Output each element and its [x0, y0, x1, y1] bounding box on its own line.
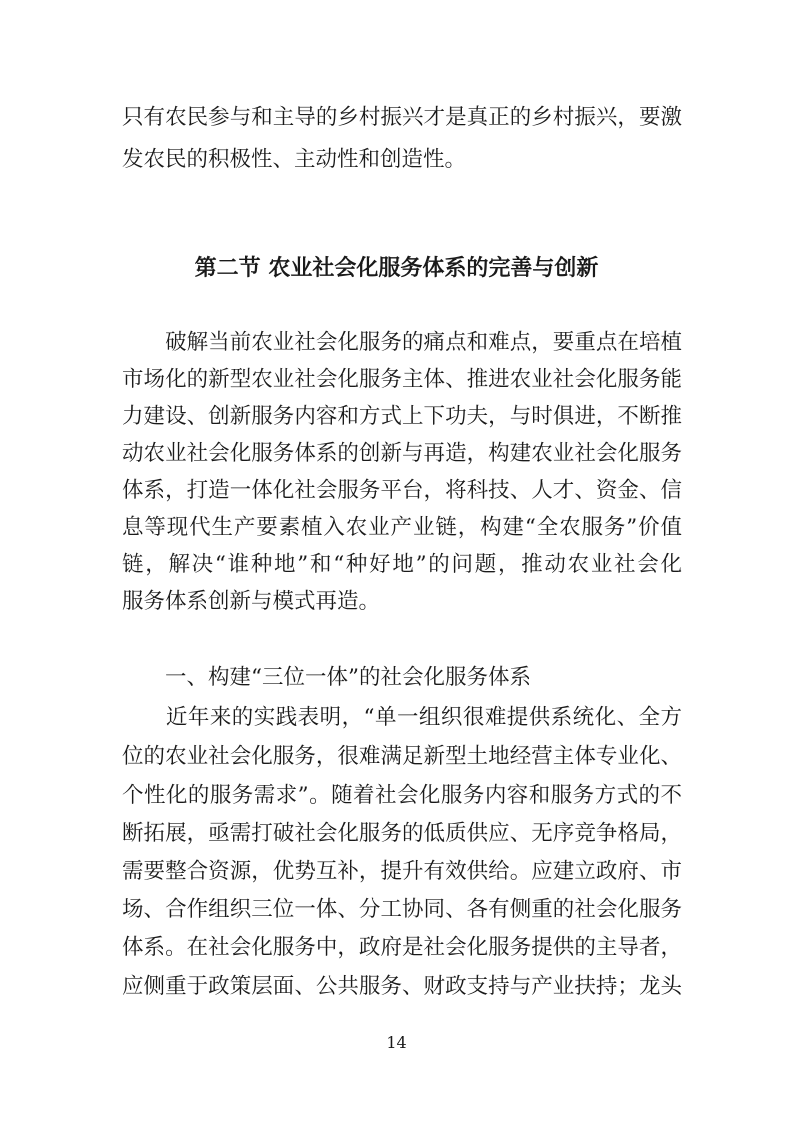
text-line: 破解当前农业社会化服务的痛点和难点，要重点在培植 [122, 330, 682, 355]
page-number: 14 [386, 1033, 407, 1052]
text-line: 发农民的积极性、主动性和创造性。 [122, 147, 467, 172]
text-line: 市场化的新型农业社会化服务主体、推进农业社会化服务能 [122, 367, 682, 392]
text-line: 动农业社会化服务体系的创新与再造，构建农业社会化服务 [122, 441, 682, 466]
text-line: 服务体系创新与模式再造。 [122, 589, 381, 614]
text-line: 体系。在社会化服务中，政府是社会化服务提供的主导者， [122, 935, 682, 960]
text-line: 断拓展，亟需打破社会化服务的低质供应、无序竞争格局， [122, 821, 682, 846]
text-line: 只有农民参与和主导的乡村振兴才是真正的乡村振兴，要激 [122, 105, 682, 130]
text-line: 体系，打造一体化社会服务平台，将科技、人才、资金、信 [122, 478, 682, 503]
text-line: 近年来的实践表明，“单一组织很难提供系统化、全方 [122, 705, 682, 730]
section-heading: 第二节 农业社会化服务体系的完善与创新 [194, 256, 599, 281]
text-line: 链，解决“谁种地”和“种好地”的问题，推动农业社会化 [122, 552, 682, 577]
text-line: 息等现代生产要素植入农业产业链，构建“全农服务”价值 [122, 515, 682, 540]
subheading: 一、构建“三位一体”的社会化服务体系 [122, 665, 531, 690]
text-line: 需要整合资源，优势互补，提升有效供给。应建立政府、市 [122, 859, 682, 884]
text-line: 位的农业社会化服务，很难满足新型土地经营主体专业化、 [122, 744, 682, 769]
text-line: 个性化的服务需求”。随着社会化服务内容和服务方式的不 [122, 783, 682, 808]
text-line: 力建设、创新服务内容和方式上下功夫，与时俱进，不断推 [122, 404, 682, 429]
text-line: 场、合作组织三位一体、分工协同、各有侧重的社会化服务 [122, 897, 682, 922]
text-line: 应侧重于政策层面、公共服务、财政支持与产业扶持；龙头 [122, 974, 682, 999]
